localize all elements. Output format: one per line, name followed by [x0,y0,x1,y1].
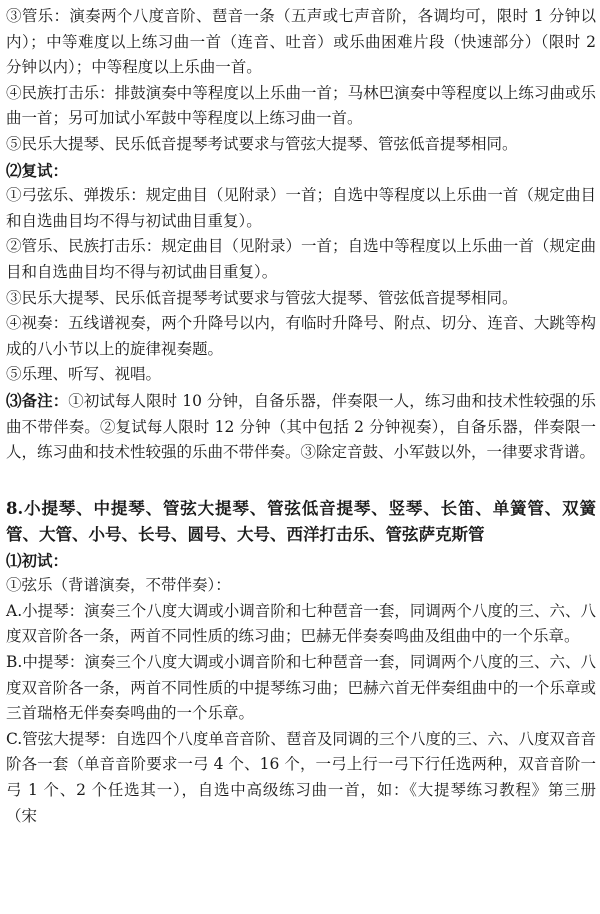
paragraph-ethnic-bass: ⑤民乐大提琴、民乐低音提琴考试要求与管弦大提琴、管弦低音提琴相同。 [6,134,518,153]
paragraph-cello: C.管弦大提琴：自选四个八度单音音阶、琶音及同调的三个八度的三、六、八度双音音阶各一套（单音音阶要求一弓 4 个、16 个，一弓上行一弓下行任选两种，双音音阶一弓 1 个、2 个任选其一），自选中高级练习曲一首，如：《大提琴练习教程》第三册（宋 [6,729,596,825]
paragraph-wind-instruments: ③管乐：演奏两个八度音阶、琶音一条（五声或七声音阶，各调均可，限时 1 分钟以内）；中等难度以上练习曲一首（连音、吐音）或乐曲困难片段（快速部分）（限时 2 分钟以内）；中等程度以上乐曲一首。 [6,7,596,77]
paragraph-notes [6,388,596,466]
paragraph-bowed-plucked: ①弓弦乐、弹拨乐：规定曲目（见附录）一首；自选中等程度以上乐曲一首（规定曲目和自选曲目均不得与初试曲目重复）。 [6,186,596,230]
paragraph-theory: ⑤乐理、听写、视唱。 [6,365,162,384]
paragraph-strings-intro: ①弦乐（背谱演奏，不带伴奏）： [6,576,231,595]
notes-body: ①初试每人限时 10 分钟，自备乐器，伴奏限一人，练习曲和技术性较强的乐曲不带伴奏。②复试每人限时 12 分钟（其中包括 2 分钟视奏），自备乐器，伴奏限一人，练习曲和技术性较强的乐曲不带伴奏。③除定音鼓、小军鼓以外，一律要求背谱。 [6,391,596,462]
paragraph-ethnic-percussion: ④民族打击乐：排鼓演奏中等程度以上乐曲一首；马林巴演奏中等程度以上练习曲或乐曲一首；另可加试小军鼓中等程度以上练习曲一首。 [6,83,596,128]
paragraph-violin: A.小提琴：演奏三个八度大调或小调音阶和七种琶音一套，同调两个八度的三、六、八度双音阶各一条，两首不同性质的练习曲；巴赫无伴奏奏鸣曲及组曲中的一个乐章。 [6,601,596,646]
paragraph-viola: B.中提琴：演奏三个八度大调或小调音阶和七种琶音一套，同调两个八度的三、六、八度双音阶各一条，两首不同性质的中提琴练习曲；巴赫六首无伴奏组曲中的一个乐章或三首瑞格无伴奏奏鸣曲的一个乐章。 [6,653,596,723]
paragraph-ethnic-bass-second: ③民乐大提琴、民乐低音提琴考试要求与管弦大提琴、管弦低音提琴相同。 [6,288,518,307]
paragraph-sight-reading: ④视奏：五线谱视奏，两个升降号以内，有临时升降号、附点、切分、连音、大跳等构成的八小节以上的旋律视奏题。 [6,314,596,358]
notes-label: ⑶备注： [6,390,69,410]
subheading-first-round: ⑴初试： [6,550,69,570]
section-heading-orchestral: 8.小提琴、中提琴、管弦大提琴、管弦低音提琴、竖琴、长笛、单簧管、双簧管、大管、小号、长号、圆号、大号、西洋打击乐、管弦萨克斯管 [6,498,596,544]
paragraph-wind-percussion-second: ②管乐、民族打击乐：规定曲目（见附录）一首；自选中等程度以上乐曲一首（规定曲目和自选曲目均不得与初试曲目重复）。 [6,237,596,281]
section-spacer [6,466,596,496]
document-page [6,4,596,829]
section-heading-second-round: ⑵复试： [6,160,69,180]
